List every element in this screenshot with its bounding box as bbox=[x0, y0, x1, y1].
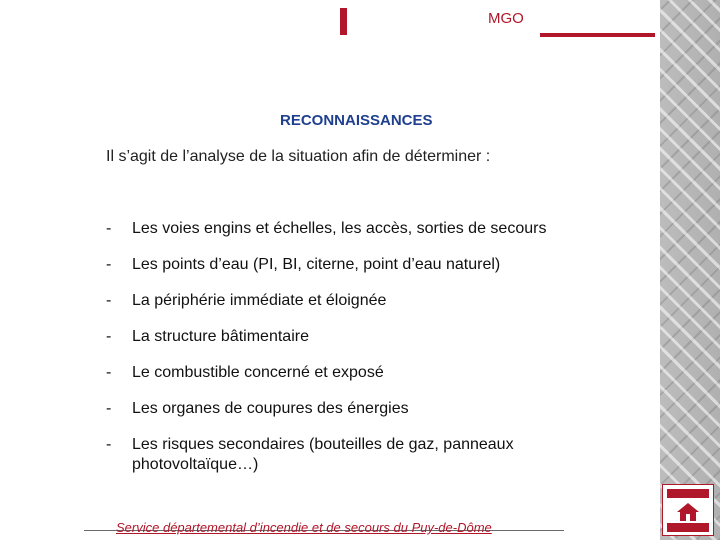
bullet-text: Les organes de coupures des énergies bbox=[132, 400, 409, 417]
header-underline bbox=[540, 33, 655, 37]
footer-text: Service départemental d’incendie et de secours du Puy-de-Dôme bbox=[116, 520, 492, 535]
sdis-logo bbox=[662, 484, 714, 536]
list-item bbox=[106, 363, 606, 383]
bullet-text: La périphérie immédiate et éloignée bbox=[132, 292, 387, 309]
list-item bbox=[106, 219, 606, 239]
list-item bbox=[106, 435, 576, 475]
bullet-text: La structure bâtimentaire bbox=[132, 328, 309, 345]
bullet-text: Les voies engins et échelles, les accès, sorties de secours bbox=[132, 220, 547, 237]
header-accent-bar bbox=[340, 8, 347, 35]
bullet-dash: - bbox=[106, 400, 112, 417]
logo-top-band bbox=[667, 489, 709, 498]
bullet-dash: - bbox=[106, 292, 112, 309]
bullet-dash: - bbox=[106, 220, 112, 237]
bullet-dash: - bbox=[106, 328, 112, 345]
bullet-text: Le combustible concerné et exposé bbox=[132, 364, 384, 381]
bullet-dash: - bbox=[106, 364, 112, 381]
bullet-list bbox=[106, 219, 606, 475]
list-item bbox=[106, 327, 606, 347]
section-title: RECONNAISSANCES bbox=[280, 112, 433, 129]
bullet-text: Les risques secondaires (bouteilles de gaz, panneaux photovoltaïque…) bbox=[132, 436, 514, 473]
logo-bottom-band bbox=[667, 523, 709, 532]
list-item bbox=[106, 399, 606, 419]
bullet-text: Les points d’eau (PI, BI, citerne, point d’eau naturel) bbox=[132, 256, 501, 273]
bullet-dash: - bbox=[106, 256, 112, 273]
list-item bbox=[106, 255, 606, 275]
bullet-dash: - bbox=[106, 436, 112, 453]
intro-text: Il s’agit de l’analyse de la situation afin de déterminer : bbox=[106, 148, 491, 165]
house-icon bbox=[676, 502, 700, 522]
list-item bbox=[106, 291, 606, 311]
header-title: MGO bbox=[488, 10, 524, 27]
